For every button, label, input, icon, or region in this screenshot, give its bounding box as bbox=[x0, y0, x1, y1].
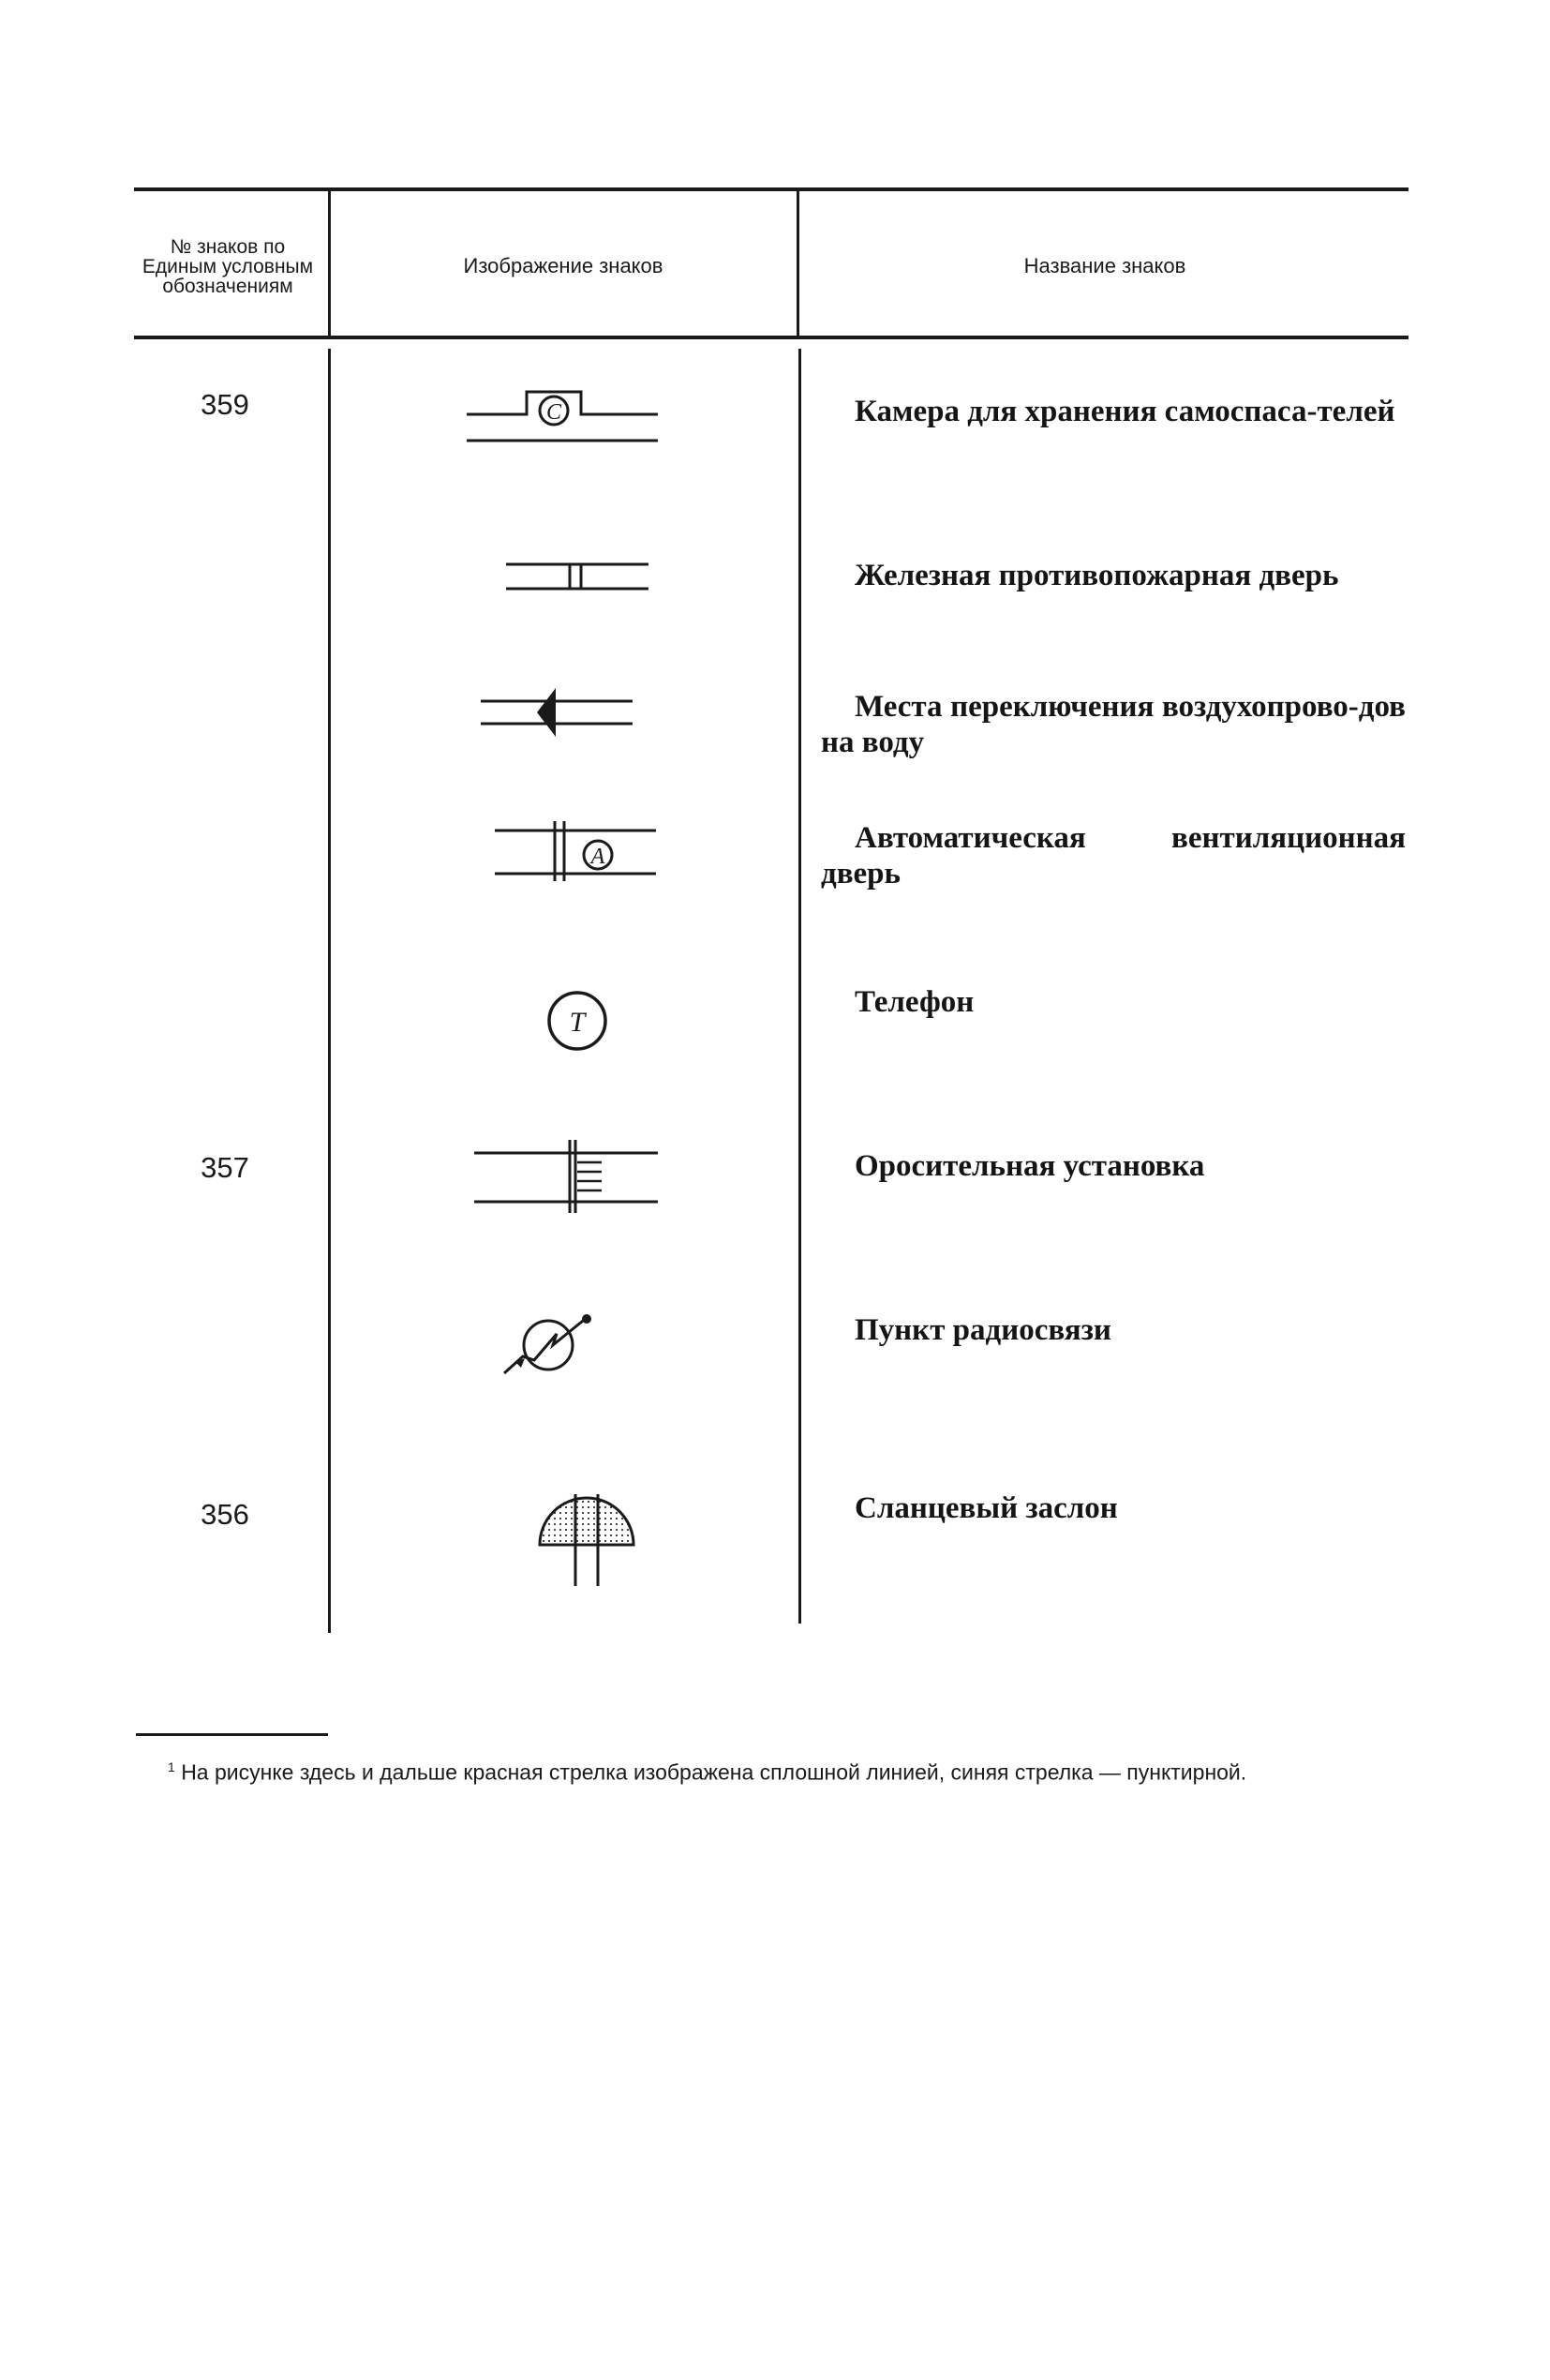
row-name: Оросительная установка bbox=[855, 1149, 1205, 1183]
row-name: Железная противопожарная дверь bbox=[855, 559, 1339, 592]
column-divider-right-header bbox=[797, 191, 799, 336]
radio-communication-point-icon bbox=[497, 1308, 600, 1383]
row-name: Камера для хранения самоспаса-телей bbox=[855, 395, 1395, 428]
air-duct-water-switch-icon bbox=[473, 684, 642, 741]
row-name: Телефон bbox=[855, 985, 975, 1019]
svg-text:А: А bbox=[590, 845, 605, 869]
row-number: 357 bbox=[201, 1151, 249, 1184]
footnote-text: На рисунке здесь и дальше красная стрелка изображена сплошной линией, синяя стрелка — пунктирной. bbox=[181, 1759, 1247, 1785]
telephone-icon bbox=[540, 986, 615, 1056]
shale-barrier-icon bbox=[530, 1489, 643, 1592]
header-sign-number: № знаков по Единым условным обозначениям bbox=[142, 235, 314, 297]
self-rescuer-storage-chamber-icon bbox=[459, 375, 665, 450]
header-sign-image: Изображение знаков bbox=[463, 254, 663, 277]
iron-fire-door-icon bbox=[497, 553, 656, 600]
column-divider-right bbox=[798, 349, 801, 1624]
svg-text:Т: Т bbox=[569, 1007, 586, 1038]
row-number: 359 bbox=[201, 388, 249, 421]
row-name: Места переключения воздухопрово-дов на воду bbox=[821, 690, 1406, 759]
table-top-rule bbox=[134, 187, 1408, 191]
automatic-ventilation-door-icon bbox=[487, 816, 665, 886]
column-divider-left-header bbox=[328, 191, 331, 336]
footnote bbox=[136, 1753, 1387, 1787]
row-name: Пункт радиосвязи bbox=[855, 1313, 1111, 1347]
svg-text:С: С bbox=[545, 400, 562, 425]
table-header-rule bbox=[134, 336, 1408, 339]
footnote-rule bbox=[136, 1733, 328, 1736]
sprinkler-installation-icon bbox=[469, 1134, 665, 1219]
header-sign-name: Название знаков bbox=[1023, 254, 1186, 277]
row-name: Сланцевый заслон bbox=[855, 1491, 1118, 1525]
column-divider-left bbox=[328, 349, 331, 1633]
row-number: 356 bbox=[201, 1498, 249, 1531]
row-name: Автоматическая вентиляционная дверь bbox=[821, 821, 1406, 891]
footnote-marker: 1 bbox=[168, 1759, 175, 1774]
